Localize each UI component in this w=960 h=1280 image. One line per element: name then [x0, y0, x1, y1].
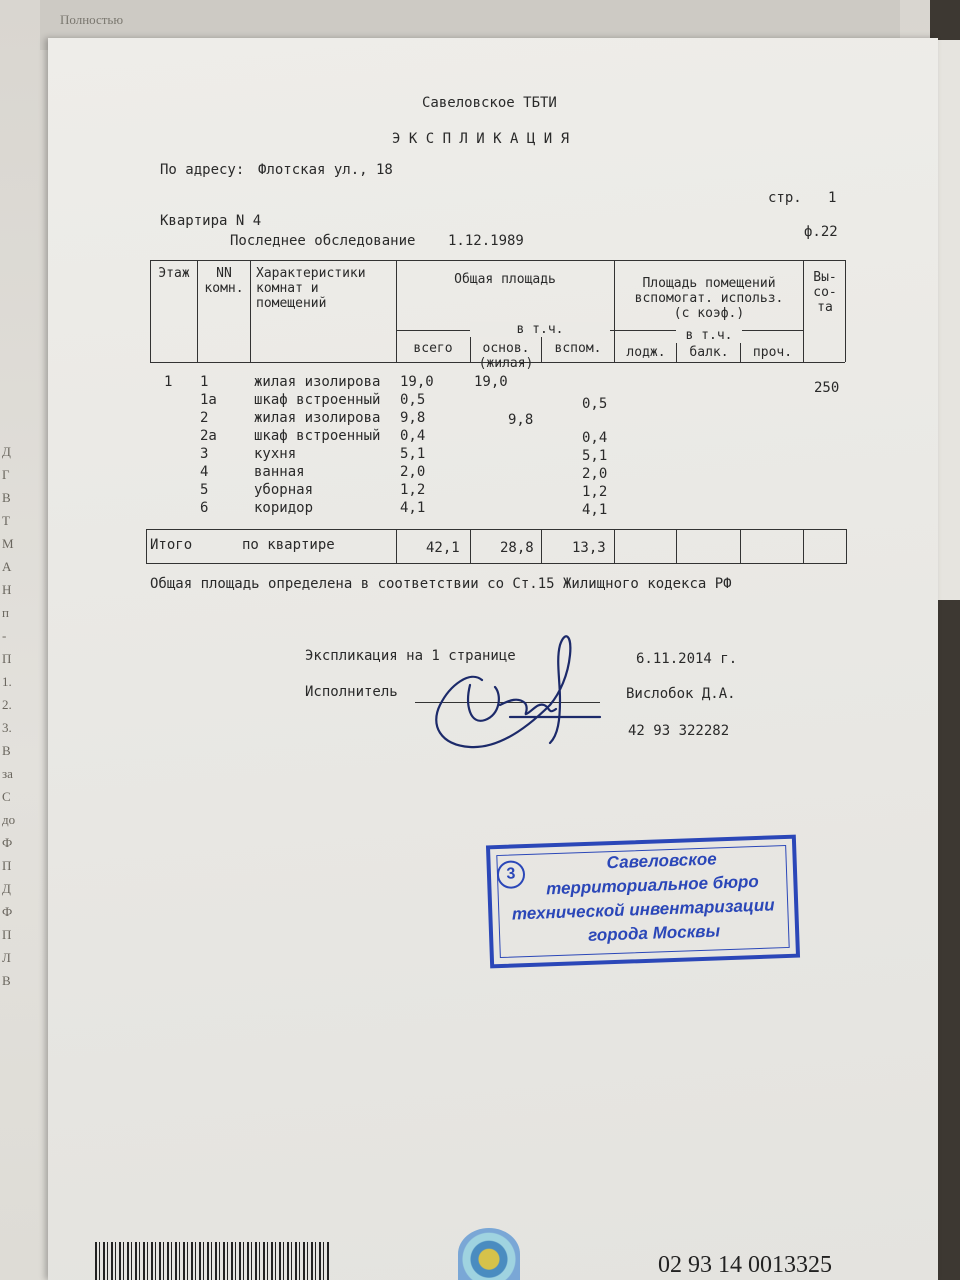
- cell-room-number: 1: [200, 374, 209, 390]
- cell-room-name: шкаф встроенный: [254, 392, 381, 408]
- cell-room-number: 2а: [200, 428, 217, 444]
- stamp-line: территориальное бюро: [545, 871, 760, 899]
- cell-room-name: шкаф встроенный: [254, 428, 381, 444]
- cell-main: 19,0: [474, 374, 508, 390]
- form-serial-number: 02 93 14 0013325: [658, 1252, 832, 1278]
- issue-date: 6.11.2014 г.: [636, 651, 738, 667]
- header-loggia: лодж.: [626, 345, 666, 360]
- table-line: [845, 260, 846, 362]
- table-line: [541, 529, 542, 563]
- address-label: По адресу:: [160, 162, 245, 178]
- cell-floor: 1: [164, 374, 173, 390]
- edge-letter: 1.: [2, 674, 12, 689]
- header-balcony: балк.: [689, 345, 729, 360]
- page-label: стр.: [768, 190, 802, 206]
- edge-letter: -: [2, 628, 7, 643]
- org-name: Савеловское ТБТИ: [422, 95, 557, 111]
- edge-letter: В: [2, 490, 11, 505]
- cell-total: 9,8: [400, 410, 426, 426]
- table-line: [614, 529, 615, 563]
- header-aux-area: Площадь помещений вспомогат. использ. (с коэф.): [634, 276, 784, 321]
- cell-room-name: кухня: [254, 446, 297, 462]
- survey-date: 1.12.1989: [448, 233, 524, 249]
- survey-label: Последнее обследование: [230, 233, 416, 249]
- edge-letter: Ф: [2, 835, 13, 850]
- edge-letter: Г: [2, 467, 10, 482]
- cell-room-number: 4: [200, 464, 209, 480]
- table-line: [146, 563, 847, 564]
- cell-room-name: ванная: [254, 464, 305, 480]
- cell-room-name: уборная: [254, 482, 314, 498]
- totals-main: 28,8: [500, 540, 534, 556]
- executor-label: Исполнитель: [305, 684, 398, 700]
- edge-letter: 3.: [2, 720, 12, 735]
- cell-room-number: 2: [200, 410, 209, 426]
- cell-room-number: 6: [200, 500, 209, 516]
- hologram-seal: [458, 1228, 520, 1280]
- table-line: [146, 529, 847, 530]
- background-edge-letters: [2, 440, 15, 992]
- header-floor: Этаж: [158, 266, 190, 281]
- background-top-text: Полностью: [60, 12, 124, 27]
- totals-total: 42,1: [426, 540, 460, 556]
- cell-room-number: 5: [200, 482, 209, 498]
- edge-letter: П: [2, 927, 12, 942]
- cell-main: 9,8: [508, 412, 534, 428]
- edge-letter: Н: [2, 582, 12, 597]
- edge-letter: М: [2, 536, 14, 551]
- edge-letter: п: [2, 605, 9, 620]
- cell-total: 2,0: [400, 464, 426, 480]
- cell-aux: 0,4: [582, 430, 608, 446]
- cell-room-name: жилая изолирова: [254, 374, 381, 390]
- edge-letter: 2.: [2, 697, 12, 712]
- header-other: проч.: [752, 345, 793, 360]
- edge-letter: А: [2, 559, 12, 574]
- cell-room-name: жилая изолирова: [254, 410, 381, 426]
- edge-letter: Ф: [2, 904, 13, 919]
- edge-letter: за: [2, 766, 13, 781]
- header-main: основ. (жилая): [478, 341, 534, 371]
- table-line: [803, 260, 804, 362]
- table-line: [146, 529, 147, 563]
- edge-letter: В: [2, 973, 11, 988]
- stamp-number: 3: [497, 860, 526, 889]
- table-line: [150, 260, 151, 362]
- cell-total: 0,4: [400, 428, 426, 444]
- totals-aux: 13,3: [572, 540, 606, 556]
- table-line: [250, 260, 251, 362]
- address-value: Флотская ул., 18: [258, 162, 393, 178]
- edge-letter: П: [2, 651, 12, 666]
- page-number: 1: [828, 190, 837, 206]
- header-total-area: Общая площадь: [454, 272, 556, 287]
- cell-total: 1,2: [400, 482, 426, 498]
- cell-total: 5,1: [400, 446, 426, 462]
- header-room-number: NN комн.: [204, 266, 244, 296]
- header-characteristics: Характеристики комнат и помещений: [256, 266, 366, 311]
- edge-letter: Л: [2, 950, 11, 965]
- table-line: [676, 529, 677, 563]
- stamp-line: города Москвы: [587, 921, 721, 945]
- doc-title: Э К С П Л И К А Ц И Я: [392, 131, 570, 147]
- apartment-label: Квартира N 4: [160, 213, 262, 229]
- stamp-line: Савеловское: [606, 849, 717, 873]
- edge-letter: Д: [2, 444, 11, 459]
- table-line: [396, 529, 397, 563]
- table-line: [803, 529, 804, 563]
- cell-aux: 0,5: [582, 396, 608, 412]
- edge-letter: до: [2, 812, 16, 827]
- cell-room-name: коридор: [254, 500, 314, 516]
- table-line: [470, 529, 471, 563]
- table-line: [197, 260, 198, 362]
- cell-aux: 1,2: [582, 484, 608, 500]
- table-line: [150, 260, 845, 261]
- totals-scope: по квартире: [242, 537, 335, 553]
- area-note: Общая площадь определена в соответствии со Ст.15 Жилищного кодекса РФ: [150, 576, 732, 592]
- cell-total: 4,1: [400, 500, 426, 516]
- cell-room-number: 3: [200, 446, 209, 462]
- header-incl-2: в т.ч.: [676, 328, 742, 343]
- barcode: [95, 1242, 330, 1280]
- executor-name: Вислобок Д.А.: [626, 686, 736, 702]
- header-incl: в т.ч.: [470, 322, 610, 337]
- table-line: [614, 260, 615, 362]
- header-total: всего: [413, 341, 453, 356]
- cell-aux: 5,1: [582, 448, 608, 464]
- pages-note: Экспликация на 1 странице: [305, 648, 516, 664]
- edge-letter: П: [2, 858, 12, 873]
- edge-letter: С: [2, 789, 11, 804]
- edge-letter: Т: [2, 513, 10, 528]
- totals-label: Итого: [150, 537, 193, 553]
- cell-aux: 4,1: [582, 502, 608, 518]
- header-aux: вспом.: [554, 341, 602, 356]
- cell-aux: 2,0: [582, 466, 608, 482]
- document-code: 42 93 322282: [628, 723, 730, 739]
- edge-letter: Д: [2, 881, 11, 896]
- table-line: [740, 529, 741, 563]
- stamp-line: технической инвентаризации: [511, 895, 775, 924]
- edge-letter: В: [2, 743, 11, 758]
- cell-height: 250: [814, 380, 840, 396]
- form-code: ф.22: [804, 224, 838, 240]
- cell-total: 19,0: [400, 374, 434, 390]
- cell-total: 0,5: [400, 392, 426, 408]
- official-stamp: [486, 835, 800, 969]
- header-height: Вы- со- та: [813, 270, 837, 315]
- handwritten-signature: [410, 625, 610, 755]
- table-line: [846, 529, 847, 563]
- cell-room-number: 1а: [200, 392, 217, 408]
